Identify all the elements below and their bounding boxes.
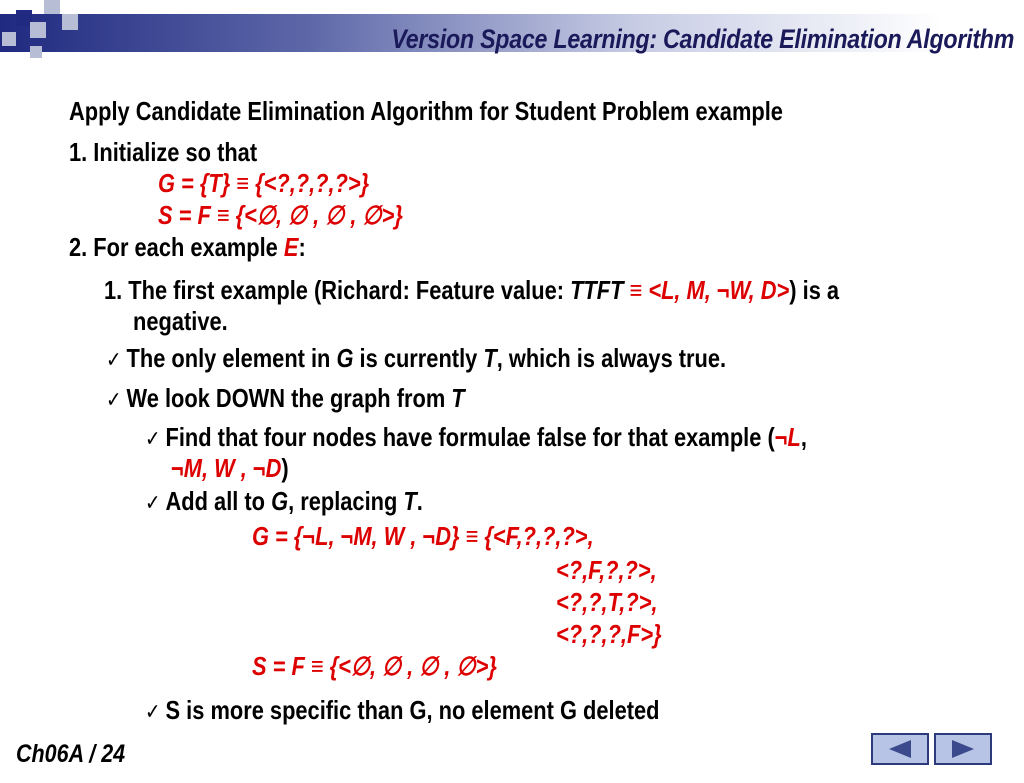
bullet-1-mid: is currently [353,343,484,373]
example-1-line2: negative. [133,306,228,336]
example-1-line1 [104,275,839,306]
bullet-3-line2 [171,453,289,484]
next-slide-button[interactable] [934,733,992,765]
logo-square [30,22,46,38]
example-1-equiv: ≡ <L, M, ¬W, D> [623,275,790,305]
bullet-3-red1: ¬L [774,422,801,452]
bullet-1 [106,343,726,374]
bullet-5 [145,695,659,726]
bullet-3-line1 [145,422,807,453]
g-new-line1: G = {¬L, ¬M, W , ¬D} ≡ {<F,?,?,?>, [252,521,594,551]
g-new-line2: <?,F,?,?>, [556,555,657,585]
bullet-4-g: G [271,486,289,516]
bullet-2-prefix: We look DOWN the graph from [126,383,452,413]
step-2-suffix: : [298,232,306,262]
triangle-left-icon [873,735,927,763]
bullet-3-red2: ¬M, W , ¬D [171,453,282,483]
bullet-1-prefix: The only element in [126,343,337,373]
g-new-line3: <?,?,T,?>, [556,587,658,617]
bullet-5-text: S is more specific than G, no element G deleted [165,695,660,725]
g-initial: G = {T} ≡ {<?,?,?,?>} [158,168,370,198]
example-1-ttft: TTFT [570,275,624,305]
prev-slide-button[interactable] [871,733,929,765]
bullet-1-g: G [336,343,354,373]
bullet-4-prefix: Add all to [165,486,272,516]
slide-number: Ch06A / 24 [16,740,126,768]
step-1: 1. Initialize so that [69,137,258,167]
s-new: S = F ≡ {<∅, ∅ , ∅ , ∅>} [252,651,497,681]
bullet-4-mid: , replacing [288,486,404,516]
check-icon: ✓ [145,427,161,452]
g-new-line4: <?,?,?,F>} [556,619,662,649]
logo-square [30,46,42,58]
example-1-prefix: 1. The first example (Richard: Feature value: [104,275,571,305]
logo-square [44,0,60,14]
slide-title: Version Space Learning: Candidate Elimination Algorithm [391,24,1014,54]
check-icon: ✓ [145,491,161,516]
bullet-3-comma: , [800,422,807,452]
bullet-1-suffix: , which is always true. [496,343,727,373]
bullet-2 [106,383,465,414]
triangle-right-icon [936,735,990,763]
bullet-3-suffix: ) [281,453,289,483]
s-initial: S = F ≡ {<∅, ∅ , ∅ , ∅>} [158,200,403,230]
logo-square [62,14,78,30]
step-2-prefix: 2. For each example [69,232,284,262]
check-icon: ✓ [106,388,122,413]
step-2-var: E [283,232,299,262]
check-icon: ✓ [145,700,161,725]
step-2 [69,232,306,263]
example-1-suffix: ) is a [789,275,840,305]
bullet-4-suffix: . [416,486,423,516]
heading: Apply Candidate Elimination Algorithm for Student Problem example [69,96,783,126]
bullet-2-t: T [451,383,465,413]
bullet-3-prefix: Find that four nodes have formulae false for that example ( [165,422,775,452]
bullet-1-t: T [483,343,497,373]
logo-square [2,32,16,46]
bullet-4-t: T [403,486,417,516]
bullet-4 [145,486,423,517]
check-icon: ✓ [106,348,122,373]
